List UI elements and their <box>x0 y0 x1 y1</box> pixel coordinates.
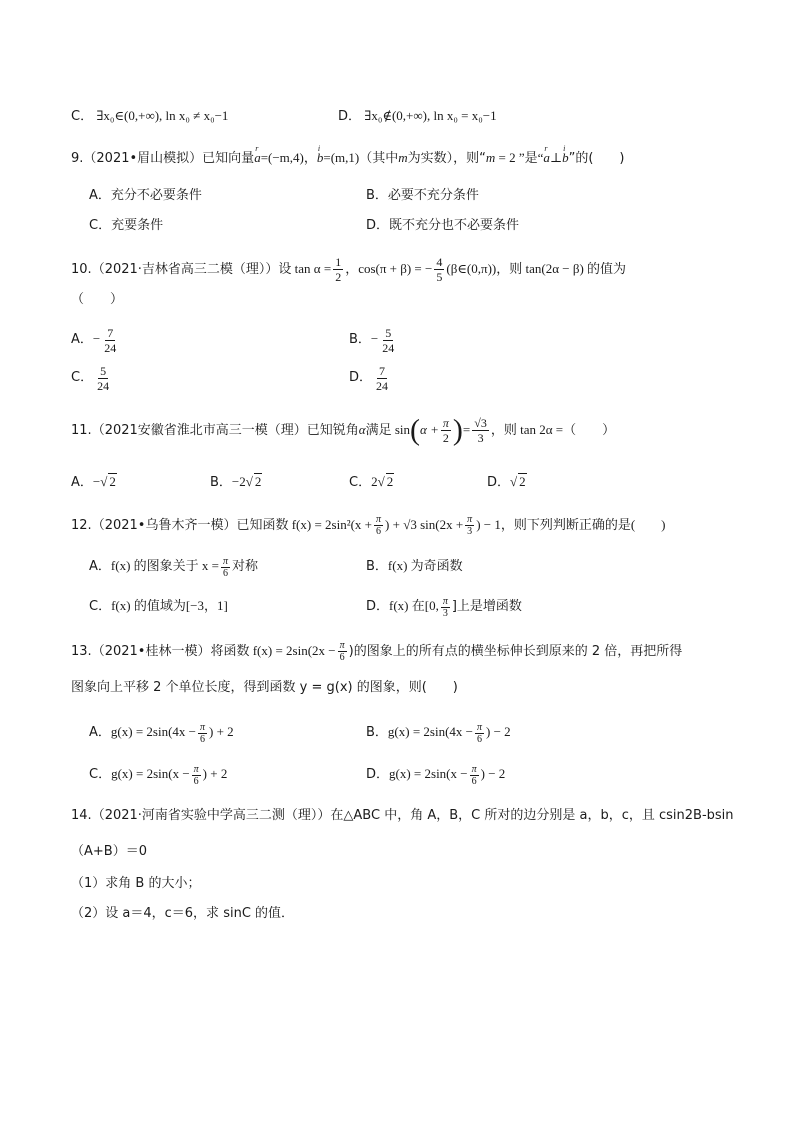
radicand: 2 <box>254 474 262 489</box>
option-label: A． <box>89 725 111 740</box>
option-text: g(x) = 2sin(4x − <box>110 724 196 739</box>
question-text: 已知锐角 <box>306 423 359 438</box>
question-source: （2021·吉林省高三二模（理）） <box>91 262 279 277</box>
option-expression: ∃x₀∉(0,+∞), ln x₀ = x₀−1 <box>364 108 497 123</box>
q13-option-a <box>89 718 234 747</box>
question-text: ”的( ) <box>568 151 625 166</box>
fraction-denominator: 6 <box>193 775 199 787</box>
question-text: 为实数），则“ <box>407 151 486 166</box>
option-label: A． <box>89 188 111 203</box>
fraction-numerator: 4 <box>436 255 443 269</box>
fraction <box>465 514 474 537</box>
fraction-numerator: π <box>471 763 477 775</box>
option-label: D． <box>338 109 362 124</box>
q11-option-b <box>210 472 262 493</box>
option-text: g(x) = 2sin(4x − <box>387 724 473 739</box>
fraction <box>192 764 201 787</box>
option-label: A． <box>89 559 111 574</box>
vector-a: r a <box>254 148 261 168</box>
option-label: D． <box>487 475 511 490</box>
option-label: C． <box>71 109 94 124</box>
q14-stem-line2 <box>71 842 147 862</box>
q12-option-a <box>89 552 258 581</box>
fraction <box>338 640 347 663</box>
sub-question: （1）求角 B 的大小； <box>71 876 201 891</box>
option-label: D． <box>349 370 373 385</box>
q9-stem <box>71 148 625 169</box>
fraction-numerator: √3 <box>474 416 487 430</box>
sqrt-symbol: √ <box>510 474 518 489</box>
q9-option-c <box>89 216 163 236</box>
option-text: f(x) 的值域为[−3，1] <box>111 598 228 613</box>
q13-option-c <box>89 760 227 789</box>
option-label: D． <box>366 767 390 782</box>
option-label: D． <box>366 218 390 233</box>
fraction <box>472 416 489 445</box>
fraction-denominator: 6 <box>471 775 477 787</box>
option-label: B． <box>366 559 388 574</box>
fraction-denominator: 24 <box>97 378 110 393</box>
fraction-denominator: 3 <box>477 431 484 445</box>
condition-eq: = 2 ”是“ <box>495 150 544 165</box>
q8-option-c <box>71 106 228 127</box>
fraction-numerator: π <box>376 514 382 525</box>
question-text: 在△ABC 中，角 A，B，C 所对的边分别是 a，b，c，且 csin2B-bsin <box>330 808 734 823</box>
q14-stem <box>71 806 734 826</box>
question-text: (β∈(0,π))，则 tan(2α − β) 的值为 <box>446 261 627 276</box>
question-text: ) − 1，则下列判断正确的是( ) <box>476 517 666 532</box>
q11-option-a <box>71 472 117 493</box>
question-number: 14. <box>71 808 92 823</box>
option-label: C． <box>71 370 94 385</box>
variable-m: m <box>398 150 408 165</box>
condition-vector-a: r a <box>543 148 550 168</box>
fraction <box>198 722 207 745</box>
question-number: 13. <box>71 644 92 659</box>
option-prefix: 2 <box>371 474 378 489</box>
option-text: 充分不必要条件 <box>110 188 202 203</box>
option-label: D． <box>366 599 390 614</box>
q10-option-d <box>349 360 392 395</box>
question-text: α + <box>420 422 439 437</box>
q13-option-d <box>366 760 505 789</box>
fraction-denominator: 6 <box>199 733 205 745</box>
sub-question: （2）设 a＝4，c＝6，求 sinC 的值． <box>71 906 295 921</box>
q13-stem <box>71 636 682 667</box>
question-text: ) + √3 sin(2x + <box>385 517 464 532</box>
radicand: 2 <box>109 474 116 489</box>
fraction <box>441 416 451 445</box>
q14-part-2 <box>71 904 294 924</box>
equals-sign: = <box>462 422 471 437</box>
vector-b-value: =(m,1)（其中 <box>323 150 399 165</box>
q12-option-d <box>366 592 522 621</box>
fraction <box>441 596 450 619</box>
option-expression: ∃x₀∈(0,+∞), ln x₀ ≠ x₀−1 <box>96 108 229 123</box>
fraction-denominator: 6 <box>477 733 482 745</box>
question-text: 将函数 f(x) = 2sin(2x − <box>210 643 336 658</box>
q10-option-b <box>349 322 398 357</box>
fraction <box>333 255 343 284</box>
question-source: （2021·河南省实验中学高三二测（理）） <box>91 808 331 823</box>
sqrt-symbol: √ <box>245 474 253 489</box>
question-text: 已知函数 f(x) = 2sin²(x + <box>236 517 373 532</box>
q10-option-c <box>71 360 113 395</box>
question-text: 满足 sin <box>365 422 411 437</box>
q10-stem <box>71 252 626 287</box>
question-number: 10. <box>71 262 92 277</box>
question-number: 12. <box>71 518 92 533</box>
fraction <box>380 326 396 355</box>
question-text: ，则 tan 2α =（ ） <box>490 422 616 437</box>
answer-blank: （ ） <box>71 292 124 307</box>
q11-option-c <box>349 472 394 493</box>
perpendicular-symbol: ⊥ <box>549 150 563 165</box>
q10-answer-blank <box>71 290 123 310</box>
question-text: )的图象上的所有点的横坐标伸长到原来的 2 倍，再把所得 <box>348 644 683 659</box>
option-text: g(x) = 2sin(x − <box>111 766 190 781</box>
fraction <box>434 255 444 284</box>
fraction-numerator: π <box>222 555 228 567</box>
q12-stem <box>71 510 666 541</box>
option-text: f(x) 在[0, <box>389 598 439 613</box>
option-text: f(x) 的图象关于 x = <box>110 558 219 573</box>
option-text: g(x) = 2sin(x − <box>389 766 468 781</box>
fraction <box>102 326 118 355</box>
fraction-denominator: 6 <box>222 567 228 579</box>
fraction-numerator: π <box>339 640 345 651</box>
condition-m: m <box>485 150 496 165</box>
question-source: （2021•眉山模拟） <box>83 151 203 166</box>
question-number: 11. <box>71 423 92 438</box>
fraction-numerator: 7 <box>379 363 386 378</box>
fraction-numerator: π <box>442 595 448 607</box>
fraction-denominator: 2 <box>442 431 449 445</box>
fraction-denominator: 24 <box>376 378 389 393</box>
fraction-numerator: π <box>467 514 473 525</box>
right-paren: ) <box>452 413 463 447</box>
option-label: B． <box>210 475 232 490</box>
fraction-numerator: π <box>193 763 199 775</box>
fraction-denominator: 3 <box>467 526 473 537</box>
q8-option-d <box>338 106 497 127</box>
q12-option-b <box>366 552 463 581</box>
q9-option-b <box>366 186 479 206</box>
option-text: 必要不充分条件 <box>387 188 479 203</box>
fraction-numerator: 5 <box>385 325 392 340</box>
option-text: f(x) 为奇函数 <box>387 558 463 573</box>
option-text: ) − 2 <box>486 724 511 739</box>
question-source: （2021安徽省淮北市高三一模（理） <box>91 423 307 438</box>
sqrt-symbol: √ <box>377 474 385 489</box>
fraction-denominator: 2 <box>335 270 342 284</box>
fraction <box>475 722 484 745</box>
question-number: 9. <box>71 151 84 166</box>
fraction <box>374 364 390 393</box>
fraction-denominator: 6 <box>376 526 382 537</box>
q9-option-a <box>89 186 202 206</box>
fraction <box>470 764 479 787</box>
option-text: ) + 2 <box>202 766 228 781</box>
question-text: 已知向量 <box>202 151 255 166</box>
q13-option-b <box>366 718 511 747</box>
option-text: ) − 2 <box>480 766 506 781</box>
fraction-numerator: 5 <box>100 363 107 378</box>
fraction-denominator: 3 <box>442 607 448 619</box>
fraction-numerator: 7 <box>107 325 114 340</box>
variable-alpha: α <box>358 422 366 437</box>
option-text: ]上是增函数 <box>451 599 522 614</box>
vector-b: i b <box>317 148 324 168</box>
option-label: A． <box>71 475 93 490</box>
fraction-denominator: 24 <box>382 340 395 355</box>
option-label: B． <box>366 188 388 203</box>
option-label: C． <box>89 599 112 614</box>
option-label: A． <box>71 332 93 347</box>
option-label: C． <box>349 475 372 490</box>
fraction-denominator: 6 <box>339 652 345 663</box>
question-source: （2021•桂林一模） <box>91 644 211 659</box>
vector-a-value: =(−m,4)， <box>260 150 317 165</box>
radicand: 2 <box>519 474 526 489</box>
q10-option-a <box>71 322 120 357</box>
fraction-denominator: 24 <box>104 340 117 355</box>
q11-stem <box>71 412 615 449</box>
option-text: 对称 <box>232 559 259 574</box>
fraction-numerator: 1 <box>335 255 342 269</box>
condition-vector-b: i b <box>562 148 569 168</box>
question-text: （A+B）＝0 <box>71 844 147 859</box>
fraction-numerator: π <box>442 416 449 430</box>
option-prefix: − <box>92 474 101 489</box>
sqrt-symbol: √ <box>100 474 108 489</box>
option-label: C． <box>89 767 112 782</box>
q9-option-d <box>366 216 519 236</box>
question-text: ，cos(π + β) = − <box>345 261 433 276</box>
fraction <box>221 556 230 579</box>
fraction-numerator: π <box>477 721 483 733</box>
option-prefix: −2 <box>231 474 246 489</box>
radicand: 2 <box>386 474 394 489</box>
option-sign: − <box>370 331 379 346</box>
option-text: 既不充分也不必要条件 <box>389 218 520 233</box>
left-paren: ( <box>410 413 421 447</box>
question-source: （2021•乌鲁木齐一模） <box>91 518 237 533</box>
question-text: 图象向上平移 2 个单位长度，得到函数 y = g(x) 的图象，则( ) <box>71 680 458 695</box>
fraction-numerator: π <box>199 721 205 733</box>
fraction-denominator: 5 <box>436 270 443 284</box>
option-text: 充要条件 <box>111 218 164 233</box>
fraction <box>374 514 383 537</box>
question-text: 设 tan α = <box>278 261 332 276</box>
q11-option-d <box>487 472 527 493</box>
option-label: C． <box>89 218 112 233</box>
option-label: B． <box>366 725 388 740</box>
option-label: B． <box>349 332 371 347</box>
option-text: ) + 2 <box>209 724 234 739</box>
q14-part-1 <box>71 874 200 894</box>
fraction <box>95 364 111 393</box>
q12-option-c <box>89 592 228 621</box>
option-sign: − <box>92 331 101 346</box>
q13-stem-line2 <box>71 678 458 698</box>
